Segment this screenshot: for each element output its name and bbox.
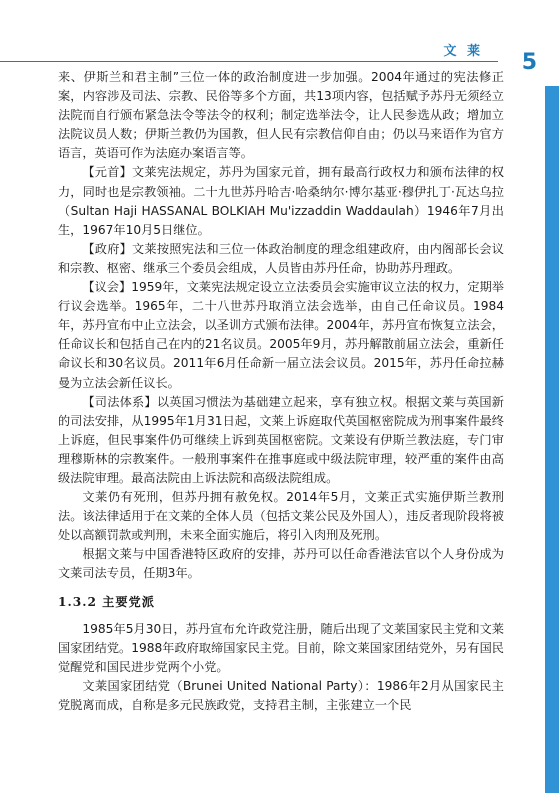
page-number: 5	[521, 50, 537, 75]
paragraph-judiciary: 【司法体系】以英国习惯法为基础建立起来，享有独立权。根据文莱与英国新的司法安排，从1995年1月31日起，文莱上诉庭取代英国枢密院成为刑事案件最终上诉庭，但民事案件仍可继续上诉到英国枢密院。文莱设有伊斯兰教法庭，专门审理穆斯林的宗教案件。一般刑事案件在推事庭或中级法院审理，较严重的案件由高级法院审理。最高法院由上诉法院和高级法院组成。	[58, 394, 504, 485]
paragraph-head-of-state: 【元首】文莱宪法规定，苏丹为国家元首，拥有最高行政权力和颁布法律的权力，同时也是宗教领袖。二十九世苏丹哈吉·哈桑纳尔·博尔基亚·穆伊扎丁·瓦达乌拉（Sultan Haji HASSANAL BOLKIAH Mu'izzaddin Waddaulah）1946年7月出生，1967年10月5日继位。	[58, 165, 504, 237]
paragraph-parliament: 【议会】1959年，文莱宪法规定设立立法委员会实施审议立法的权力，定期举行议会选举。1965年，二十八世苏丹取消立法会选举，由自己任命议员。1984年，苏丹宣布中止立法会，以圣训方式颁布法律。2004年，苏丹宣布恢复立法会，任命议长和包括自己在内的21名议员。2005年9月，苏丹解散前届立法会，重新任命议长和30名议员。2011年6月任命新一届立法会议员。2015年，苏丹任命拉赫曼为立法会新任议长。	[58, 280, 504, 390]
side-stripe	[545, 86, 559, 793]
page-body	[58, 68, 504, 715]
paragraph-government: 【政府】文莱按照宪法和三位一体政治制度的理念组建政府，由内阁部长会议和宗教、枢密、继承三个委员会组成，人员皆由苏丹任命，协助苏丹理政。	[58, 241, 504, 275]
paragraph-bunp: 文莱国家团结党（Brunei United National Party）：1986年2月从国家民主党脱离而成，自称是多元民族政党，支持君主制，主张建立一个民	[58, 678, 504, 712]
paragraph-hk-judges: 根据文莱与中国香港特区政府的安排，苏丹可以任命香港法官以个人身份成为文莱司法专员，任期3年。	[58, 547, 504, 581]
paragraph: 来、伊斯兰和君主制”三位一体的政治制度进一步加强。2004年通过的宪法修正案，内容涉及司法、宗教、民俗等多个方面，共13项内容，包括赋予苏丹无须经立法院而自行颁布紧急法令等法令的权利；制定选举法令，让人民参选从政；增加立法院议员人数；伊斯兰教仍为国教，但人民有宗教信仰自由；仍以马来语作为官方语言，英语可作为法庭办案语言等。	[58, 70, 504, 161]
chapter-title: 文 莱	[443, 44, 483, 59]
header-rule	[0, 61, 498, 62]
paragraph-parties: 1985年5月30日，苏丹宣布允许政党注册，随后出现了文莱国家民主党和文莱国家团结党。1988年政府取缔国家民主党。目前，除文莱国家团结党外，另有国民觉醒党和国民进步党两个小党。	[58, 621, 504, 674]
section-heading: 1.3.2 主要党派	[58, 594, 155, 609]
paragraph-death-penalty: 文莱仍有死刑，但苏丹拥有赦免权。2014年5月，文莱正式实施伊斯兰教刑法。该法律适用于在文莱的全体人员（包括文莱公民及外国人），违反者现阶段将被处以高额罚款或判刑，未来全面实施后，将引入肉刑及死刑。	[58, 490, 504, 543]
